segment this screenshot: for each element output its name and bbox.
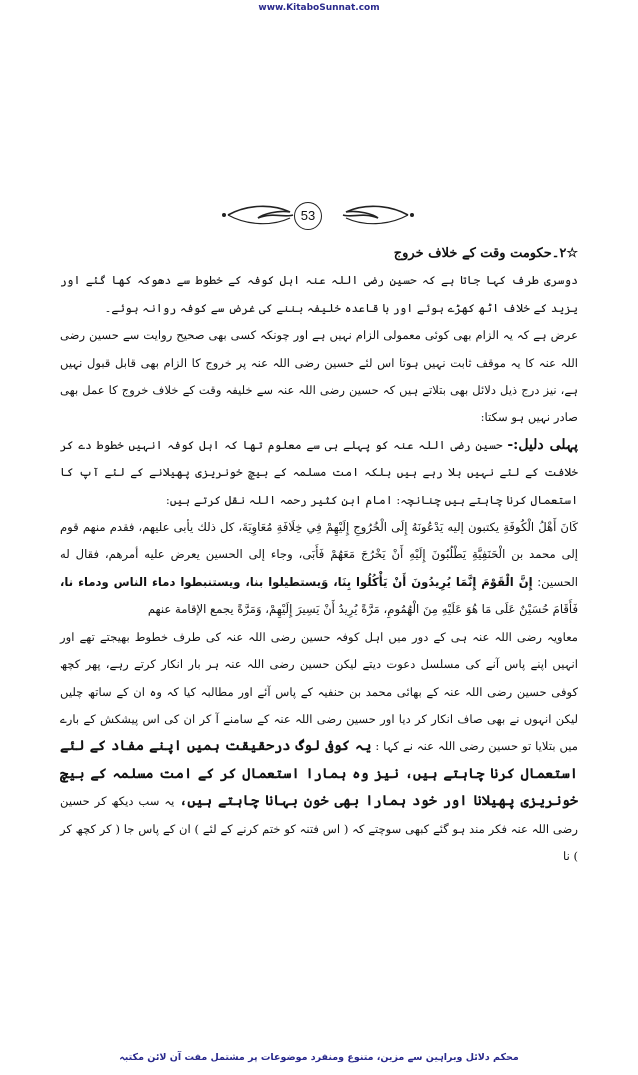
paragraph-4-end: یہ سب دیکھ کر حسین رضی اللہ عنہ فکر مند ہو گئے کبھی سوچتے کہ ( اس فتنہ کو ختم کرنے کے لئے ) ان کے پاس جا ( کر کچھ کر ) نا — [60, 794, 578, 863]
section-heading: ☆۲۔حکومت وقت کے خلاف خروج — [393, 246, 578, 261]
paragraph-2: عرض ہے کہ یہ الزام بھی کوئی معمولی الزام نہیں ہے اور چونکہ کسی بھی صحیح روایت سے حسین رضی اللہ عنہ کا یہ موقف ثابت نہیں ہوتا اس لئے حسین رضی اللہ عنہ پر خروج کا الزام بھی قابل قبول نہیں ہے، نیز درج ذیل دلائل بھی بتلاتے ہیں کہ حسین رضی اللہ عنہ سے خلیفہ وقت کے خلاف خروج کا عمل بھی صادر نہیں ہو سکتا: — [60, 328, 578, 425]
paragraph-1: دوسری طرف کہا جاتا ہے کہ حسین رضی اللہ عنہ اہل کوفہ کے خطوط سے دھوکہ کھا گئے اور یزید کے خلاف اٹھ کھڑے ہوئے اور با قاعدہ خلیفہ بننے کی غرض سے کوفہ روانہ ہوئے۔ — [60, 273, 578, 315]
first-proof-text: حسین رضی اللہ عنہ کو پہلے ہی سے معلوم تھا کہ اہل کوفہ انہیں خطوط دے کر خلافت کے لئے نہیں بلا رہے ہیں بلکہ امت مسلمہ کے بیچ خونریزی پھیلانے کے لئے آپ کا استعمال کرنا چاہتے ہیں چنانچہ: امام ابن کثیر رحمہ اللہ نقل کرتے ہیں: — [60, 437, 578, 507]
paragraph-4 — [60, 624, 578, 871]
first-proof-label: پہلی دلیل:- — [507, 436, 578, 453]
arabic-quote-part-1: كَانَ أَهْلُ الْكُوفَةِ يكتبون إليه يَدْعُونَهُ إِلَى الْخُرُوجِ إِلَيْهِمْ فِي خِلَافَةِ مُعَاوِيَةَ، كل ذلك يأبى عليهم، فقدم منهم قوم إلى محمد بن الْحَنَفِيَّةِ يَطْلُبُونَ إِلَيْهِ أَنْ يَخْرُجَ مَعَهُمْ فَأَبَى، وجاء إلى الحسين يعرض عليه أمرهم، فقال له الحسين: — [60, 520, 578, 589]
paragraph-4-text: معاویہ رضی اللہ عنہ ہی کے دور میں اہل کوفہ حسین رضی اللہ عنہ کی طرف خطوط بھیجتے تھے اور انہیں اپنے پاس آنے کی مسلسل دعوت دیتے لیکن حسین رضی اللہ عنہ ہر بار انکار کرتے رہے، پھر کچھ کوفی حسین رضی اللہ عنہ کے بھائی محمد بن حنفیہ کے پاس آئے اور مطالبہ کیا کہ وہ ان کے ساتھ چلیں لیکن انہوں نے بھی صاف انکار کر دیا اور حسین رضی اللہ عنہ کے سامنے آ کر ان کی اس پیشکش کے بارے میں بتلایا تو حسین رضی اللہ عنہ نے کہا : — [60, 629, 578, 754]
paragraph-4-bold: یہ کوفی لوگ درحقیقت ہمیں اپنے مفاد کے لئے استعمال کرنا چاہتے ہیں، نیز وہ ہمارا استعمال کر کے امت مسلمہ کے بیچ خونریزی پھیلانا اور خود ہمارا بھی خون بہانا چاہتے ہیں، — [60, 738, 578, 810]
paragraph-3 — [60, 432, 578, 514]
arabic-quote-bold: إِنَّ الْقَوْمَ إِنَّمَا يُرِيدُونَ أَنْ يَأْكُلُوا بِنَا، وَيستطيلوا بنا، ويستنبطوا دماء الناس ودماء نا، — [60, 574, 533, 589]
page-content — [60, 240, 578, 870]
page-number: 53 — [294, 202, 322, 230]
footer-text: محکم دلائل وبراہین سے مزین، متنوع ومنفرد موضوعات پر مشتمل مفت آن لائن مکتبہ — [119, 1052, 519, 1063]
arabic-quote-part-2: فَأَقَامَ حُسَيْنٌ عَلَى مَا هُوَ عَلَيْهِ مِنَ الْهُمُومِ، مَرَّةً يُرِيدُ أَنْ يَسِيرَ إِلَيْهِمْ، وَمَرَّةً يجمع الإقامة عنهم — [147, 602, 578, 617]
arabic-quote — [60, 514, 578, 624]
site-url[interactable]: www.KitaboSunnat.com — [258, 3, 380, 13]
